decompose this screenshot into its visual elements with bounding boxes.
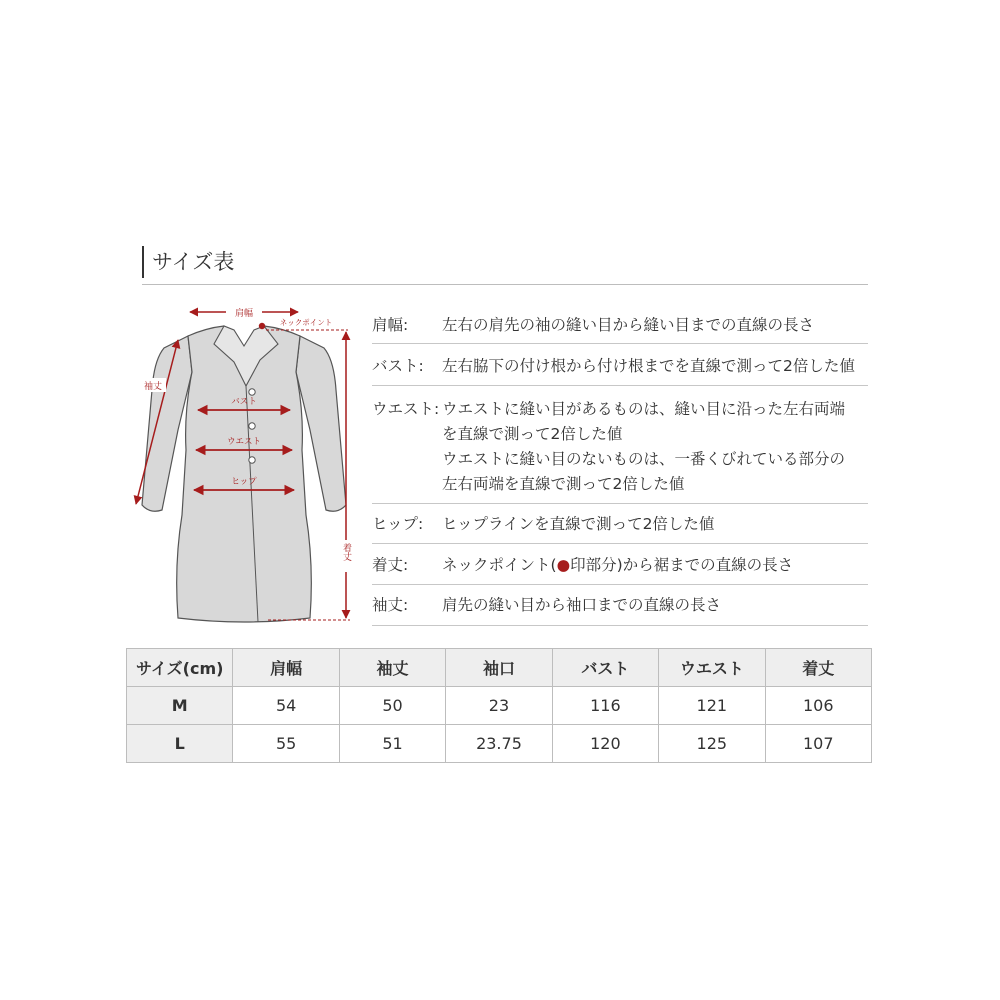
definition-text: を直線で測って2倍した値 <box>442 425 623 443</box>
column-header: バスト <box>552 649 658 687</box>
row-header: M <box>127 687 233 725</box>
table-cell: 121 <box>659 687 765 725</box>
definition-text: ネックポイント( <box>442 556 557 574</box>
definition-divider <box>372 584 868 585</box>
column-header: 袖口 <box>446 649 552 687</box>
table-cell: 107 <box>765 725 871 763</box>
definition-hip <box>372 512 868 537</box>
neck-point-dot-icon: ● <box>556 556 571 574</box>
definition-label: ウエスト: <box>372 400 440 418</box>
definition-sleeve <box>372 593 868 618</box>
column-header: 肩幅 <box>233 649 339 687</box>
table-cell: 23 <box>446 687 552 725</box>
definition-divider <box>372 543 868 544</box>
table-cell: 50 <box>339 687 445 725</box>
neck-point-label: ネックポイント <box>279 318 333 327</box>
table-cell: 106 <box>765 687 871 725</box>
definition-label: 肩幅: <box>372 316 409 334</box>
table-header-row <box>127 649 872 687</box>
column-header: ウエスト <box>659 649 765 687</box>
title-divider <box>142 284 868 285</box>
row-header: L <box>127 725 233 763</box>
table-cell: 51 <box>339 725 445 763</box>
definition-label: ヒップ: <box>372 515 424 533</box>
column-header: サイズ(cm) <box>127 649 233 687</box>
table-row <box>127 725 872 763</box>
bust-label: バスト <box>231 397 257 407</box>
column-header: 着丈 <box>765 649 871 687</box>
definition-text: ウエストに縫い目のないものは、一番くびれている部分の <box>442 450 846 468</box>
page-title: サイズ表 <box>142 246 234 278</box>
table-cell: 116 <box>552 687 658 725</box>
definition-divider <box>372 385 868 386</box>
definition-bust <box>372 354 868 379</box>
definition-text: 左右脇下の付け根から付け根までを直線で測って2倍した値 <box>442 357 855 375</box>
table-cell: 125 <box>659 725 765 763</box>
definition-text: 左右両端を直線で測って2倍した値 <box>442 475 685 493</box>
size-table <box>126 648 872 763</box>
definition-label: バスト: <box>372 357 424 375</box>
definition-shoulder <box>372 313 868 338</box>
definition-waist <box>372 397 868 497</box>
table-cell: 23.75 <box>446 725 552 763</box>
definition-divider <box>372 343 868 344</box>
shoulder-label: 肩幅 <box>234 309 254 319</box>
coat-diagram <box>128 300 364 630</box>
definition-text: 印部分)から裾までの直線の長さ <box>570 556 794 574</box>
column-header: 袖丈 <box>339 649 445 687</box>
table-cell: 54 <box>233 687 339 725</box>
table-row <box>127 687 872 725</box>
length-label: 着丈 <box>341 543 351 561</box>
table-cell: 120 <box>552 725 658 763</box>
waist-label: ウエスト <box>226 437 262 447</box>
definition-text: ウエストに縫い目があるものは、縫い目に沿った左右両端 <box>442 400 846 418</box>
definition-text: 肩先の縫い目から袖口までの直線の長さ <box>442 596 722 614</box>
table-cell: 55 <box>233 725 339 763</box>
definition-text: 左右の肩先の袖の縫い目から縫い目までの直線の長さ <box>442 316 815 334</box>
sleeve-label: 袖丈 <box>143 382 163 392</box>
definition-text: ヒップラインを直線で測って2倍した値 <box>442 515 715 533</box>
coat-button <box>249 423 255 429</box>
coat-button <box>249 457 255 463</box>
coat-button <box>249 389 255 395</box>
definition-length <box>372 553 868 578</box>
definition-label: 着丈: <box>372 556 409 574</box>
definition-divider <box>372 503 868 504</box>
hip-label: ヒップ <box>231 477 257 487</box>
definition-label: 袖丈: <box>372 596 409 614</box>
neck-point-marker <box>259 323 265 329</box>
definition-divider <box>372 625 868 626</box>
